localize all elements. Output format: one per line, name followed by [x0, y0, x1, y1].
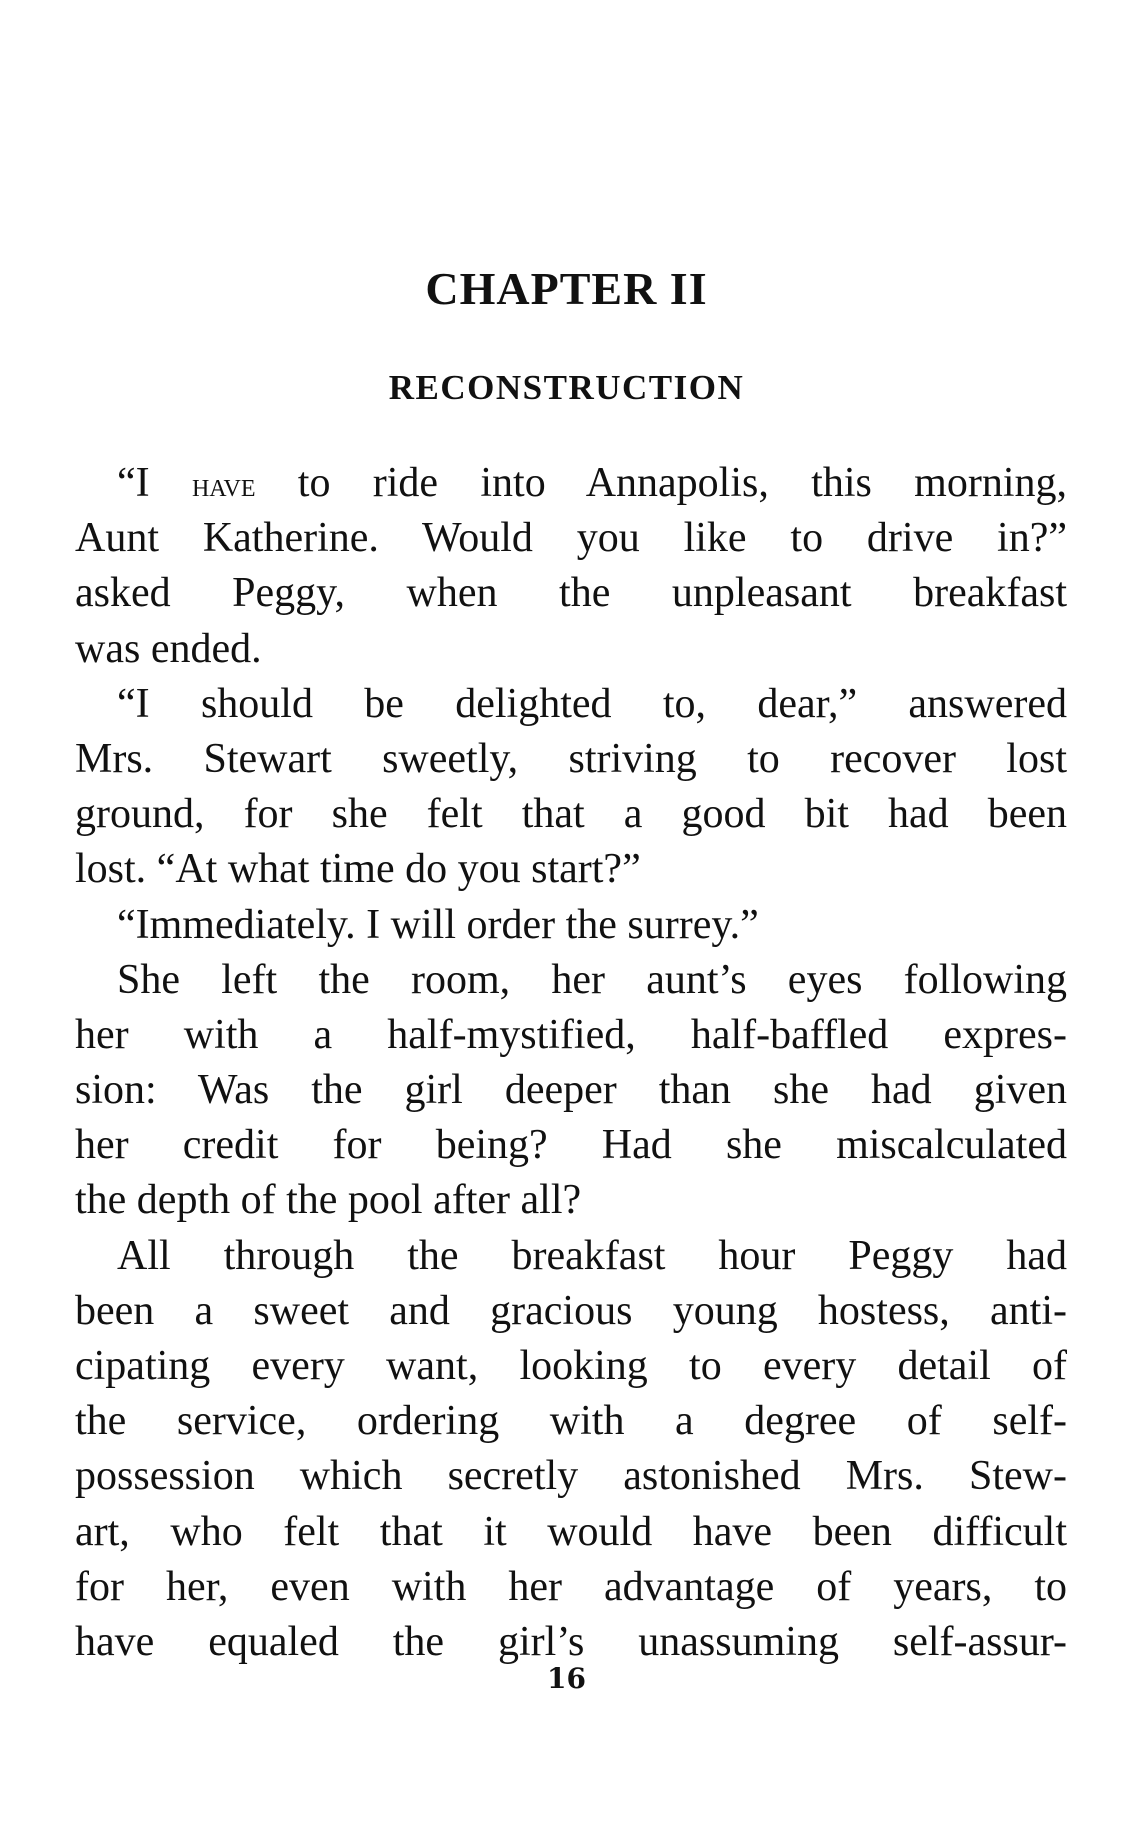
text-line: for her, even with her advantage of years, to	[75, 1563, 1067, 1610]
text-line: art, who felt that it would have been difficult	[75, 1508, 1067, 1555]
text-line: “Immediately. I will order the surrey.”	[117, 901, 759, 948]
text-line: All through the breakfast hour Peggy had	[117, 1232, 1067, 1279]
opening-quote: “I	[117, 460, 192, 506]
page-number: 16	[547, 1662, 586, 1695]
text-line: lost. “At what time do you start?”	[75, 846, 641, 893]
text-line: Aunt Katherine. Would you like to drive in?”	[75, 515, 1067, 562]
text-line: “I should be delighted to, dear,” answered	[117, 680, 1067, 727]
body-text	[75, 456, 1067, 1670]
text-line: She left the room, her aunt’s eyes following	[117, 956, 1067, 1003]
text-line: cipating every want, looking to every detail of	[75, 1343, 1067, 1389]
text-line: ground, for she felt that a good bit had been	[75, 791, 1067, 838]
text-line: the depth of the pool after all?	[75, 1177, 582, 1224]
text-line: the service, ordering with a degree of self-	[75, 1398, 1067, 1445]
small-caps-word: have	[191, 466, 256, 504]
text-line-rest: to ride into Annapolis, this morning,	[255, 460, 1067, 506]
text-line: Mrs. Stewart sweetly, striving to recover lost	[75, 735, 1067, 782]
text-line: possession which secretly astonished Mrs. Stew-	[75, 1453, 1067, 1500]
text-line: sion: Was the girl deeper than she had given	[75, 1067, 1067, 1114]
text-line: her with a half-mystified, half-baffled expres-	[75, 1011, 1067, 1058]
text-line: asked Peggy, when the unpleasant breakfast	[75, 570, 1067, 617]
text-line: was ended.	[75, 625, 262, 672]
chapter-title: CHAPTER II	[425, 263, 708, 314]
text-line: been a sweet and gracious young hostess, anti-	[75, 1287, 1067, 1334]
chapter-subtitle: RECONSTRUCTION	[388, 368, 745, 407]
text-line	[75, 456, 1067, 511]
text-line: have equaled the girl’s unassuming self-assur-	[75, 1618, 1067, 1665]
text-line: her credit for being? Had she miscalculated	[75, 1122, 1067, 1169]
